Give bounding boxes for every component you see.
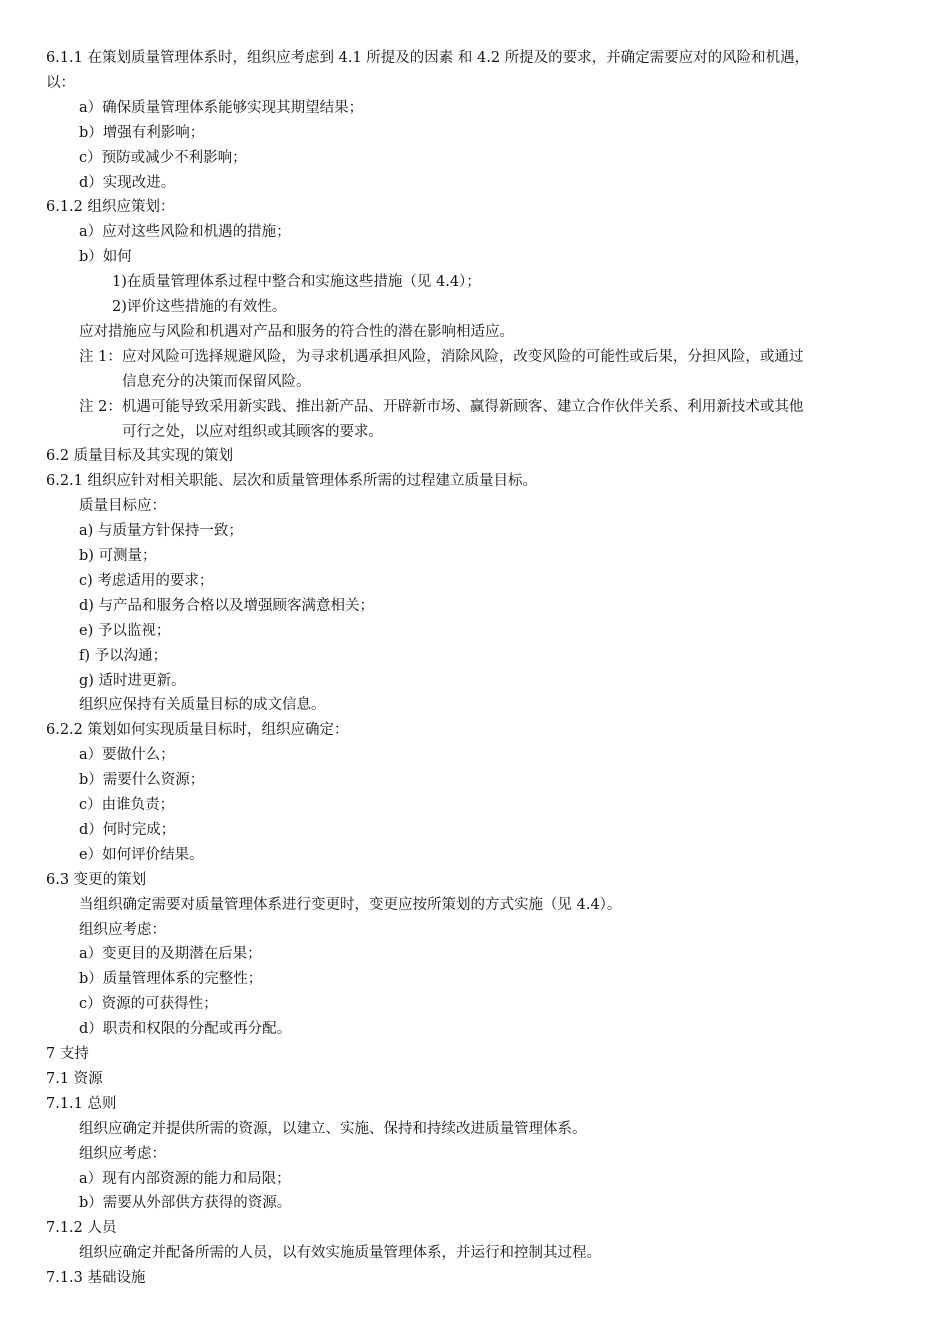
text-line: 7 支持 xyxy=(46,1046,89,1062)
text-line: a）确保质量管理体系能够实现其期望结果； xyxy=(79,99,364,116)
text-line: 组织应考虑： xyxy=(79,1145,166,1162)
text-line: 6.2 质量目标及其实现的策划 xyxy=(46,448,234,465)
text-line: c）资源的可获得性； xyxy=(79,996,218,1013)
text-line: 组织应确定并配备所需的人员，以有效实施质量管理体系，并运行和控制其过程。 xyxy=(79,1245,601,1262)
text-line: b）如何 xyxy=(79,249,132,266)
text-line: 6.1.2 组织应策划： xyxy=(46,199,175,216)
text-line: a）变更目的及期潜在后果； xyxy=(79,946,262,963)
text-line: 组织应考虑： xyxy=(79,921,166,938)
text-line: c）预防或减少不利影响； xyxy=(79,149,247,166)
text-line: 7.1.3 基础设施 xyxy=(46,1270,146,1287)
text-line: 2)评价这些措施的有效性。 xyxy=(112,299,287,315)
text-line: 6.2.1 组织应针对相关职能、层次和质量管理体系所需的过程建立质量目标。 xyxy=(46,473,538,490)
text-line: b）需要什么资源； xyxy=(79,772,205,789)
text-line: a) 与质量方针保持一致； xyxy=(79,523,243,540)
text-line: b）增强有利影响； xyxy=(79,124,205,141)
text-line: g) 适时进更新。 xyxy=(79,672,186,689)
text-line: 可行之处，以应对组织或其顾客的要求。 xyxy=(122,423,383,440)
text-line: 6.2.2 策划如何实现质量目标时，组织应确定： xyxy=(46,722,349,739)
text-line: d) 与产品和服务合格以及增强顾客满意相关； xyxy=(79,597,375,614)
text-line: b）质量管理体系的完整性； xyxy=(79,971,263,988)
text-line: 6.3 变更的策划 xyxy=(46,871,147,888)
text-line: 注 2：机遇可能导致采用新实践、推出新产品、开辟新市场、赢得新顾客、建立合作伙伴关系、利用新技术或其他 xyxy=(79,398,804,415)
text-line: d）实现改进。 xyxy=(79,174,176,191)
text-line: 7.1.2 人员 xyxy=(46,1220,117,1237)
text-line: 当组织确定需要对质量管理体系进行变更时，变更应按所策划的方式实施（见 4.4）。 xyxy=(79,896,622,913)
text-line: 注 1：应对风险可选择规避风险，为寻求机遇承担风险，消除风险，改变风险的可能性或后果，分担风险，或通过 xyxy=(79,348,804,365)
text-line: 组织应确定并提供所需的资源，以建立、实施、保持和持续改进质量管理体系。 xyxy=(79,1120,587,1137)
text-line: d）职责和权限的分配或再分配。 xyxy=(79,1021,292,1038)
text-line: d）何时完成； xyxy=(79,821,176,838)
text-line: 7.1.1 总则 xyxy=(46,1095,117,1112)
text-line: c) 考虑适用的要求； xyxy=(79,572,214,589)
text-line: a）现有内部资源的能力和局限； xyxy=(79,1170,291,1187)
text-line: e) 予以监视； xyxy=(79,622,171,639)
text-line: a）要做什么； xyxy=(79,747,175,764)
text-line: 6.1.1 在策划质量管理体系时，组织应考虑到 4.1 所提及的因素 和 4.2 所提及的要求，并确定需要应对的风险和机遇， xyxy=(46,50,810,66)
text-line: f) 予以沟通； xyxy=(79,647,168,664)
text-line: 7.1 资源 xyxy=(46,1070,103,1087)
text-line: 质量目标应： xyxy=(79,498,166,515)
text-line: 信息充分的决策而保留风险。 xyxy=(122,373,311,390)
text-line: 1)在质量管理体系过程中整合和实施这些措施（见 4.4）； xyxy=(112,274,481,291)
text-line: c）由谁负责； xyxy=(79,797,175,813)
text-line: b）需要从外部供方获得的资源。 xyxy=(79,1195,292,1212)
text-line: e）如何评价结果。 xyxy=(79,846,204,863)
text-line: 组织应保持有关质量目标的成文信息。 xyxy=(79,697,326,714)
text-line: a）应对这些风险和机遇的措施； xyxy=(79,224,291,241)
text-line: 应对措施应与风险和机遇对产品和服务的符合性的潜在影响相适应。 xyxy=(79,323,514,340)
text-line: b) 可测量； xyxy=(79,548,157,564)
text-line: 以： xyxy=(46,74,75,91)
